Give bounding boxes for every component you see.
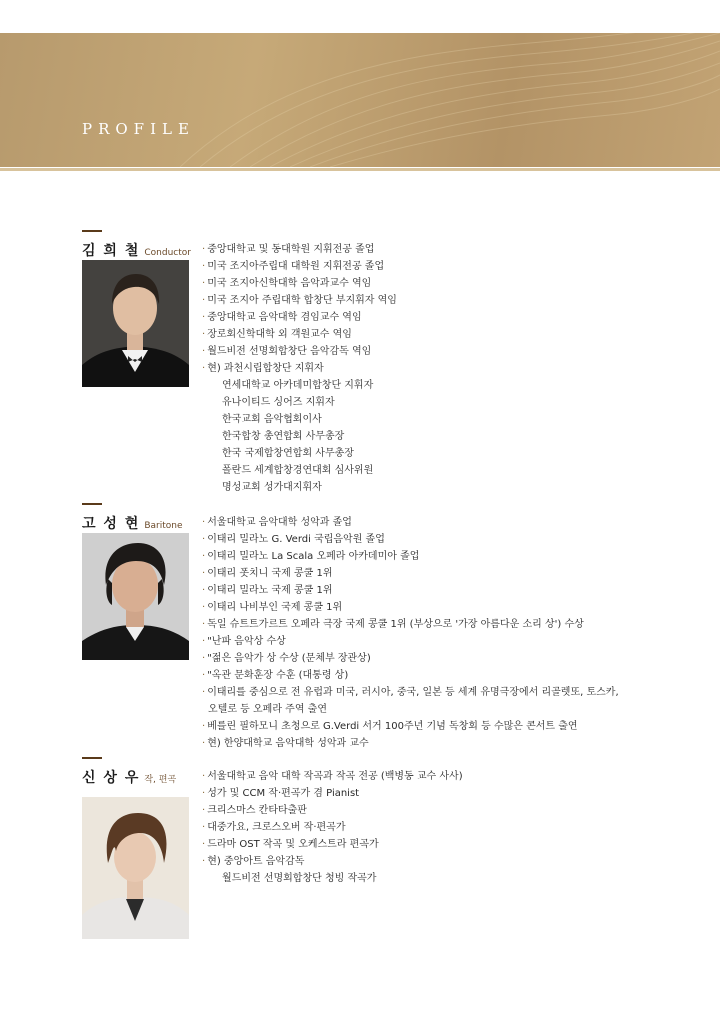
list-sub-item: 연세대학교 아카데미합창단 지휘자 bbox=[222, 380, 374, 391]
profile-items bbox=[202, 768, 463, 887]
list-item: · "옥관 문화훈장 수훈 (대통령 상) bbox=[202, 670, 349, 681]
profile-heading bbox=[82, 767, 176, 787]
profile-items bbox=[202, 514, 619, 752]
portrait-silhouette bbox=[82, 260, 189, 387]
profile-role: Baritone bbox=[144, 521, 183, 531]
banner-wave-decoration bbox=[0, 33, 720, 167]
list-sub-item: 한국 국제합창연합회 사무총장 bbox=[222, 448, 354, 459]
portrait-silhouette bbox=[82, 797, 189, 939]
list-item: · 성가 및 CCM 작·편곡가 겸 Pianist bbox=[202, 788, 360, 799]
list-item: · 이태리 밀라노 G. Verdi 국립음악원 졸업 bbox=[202, 534, 385, 545]
section-dash bbox=[82, 503, 102, 505]
profile-heading bbox=[82, 513, 183, 533]
list-item: · 미국 조지아주립대 대학원 지휘전공 졸업 bbox=[202, 261, 385, 272]
list-item: · 서울대학교 음악 대학 작곡과 작곡 전공 (백병동 교수 사사) bbox=[202, 771, 463, 782]
list-item: · 이태리 밀라노 La Scala 오페라 아카데미아 졸업 bbox=[202, 551, 420, 562]
profile-ko bbox=[82, 503, 702, 753]
profile-name: 고 성 현 bbox=[82, 515, 141, 531]
profile-kim bbox=[82, 230, 702, 495]
list-item: · 대중가요, 크로스오버 작·편곡가 bbox=[202, 822, 346, 833]
list-item: · 중앙대학교 및 동대학원 지휘전공 졸업 bbox=[202, 244, 375, 255]
profile-name: 신 상 우 bbox=[82, 769, 141, 785]
header-banner bbox=[0, 33, 720, 167]
list-item: · 중앙대학교 음악대학 겸임교수 역임 bbox=[202, 312, 362, 323]
section-dash bbox=[82, 230, 102, 232]
profile-role: Conductor bbox=[144, 248, 191, 258]
list-item: · 현) 한양대학교 음악대학 성악과 교수 bbox=[202, 738, 369, 749]
list-item: · 월드비전 선명회합창단 음악감독 역임 bbox=[202, 346, 372, 357]
list-sub-item: 명성교회 성가대지휘자 bbox=[222, 482, 322, 493]
list-item: · 현) 과천시립합창단 지휘자 bbox=[202, 363, 324, 374]
list-item: · 이태리를 중심으로 전 유럽과 미국, 러시아, 중국, 일본 등 세계 유명극장에서 리골렛또, 토스카, bbox=[202, 687, 619, 698]
list-item: · 드라마 OST 작곡 및 오케스트라 편곡가 bbox=[202, 839, 379, 850]
list-item: · 장로회신학대학 외 객원교수 역임 bbox=[202, 329, 352, 340]
profile-photo bbox=[82, 797, 189, 939]
list-item: · 크리스마스 칸타타출판 bbox=[202, 805, 307, 816]
list-item: · 독일 슈트트가르트 오페라 극장 국제 콩쿨 1위 (부상으로 '가장 아름다운 소리 상') 수상 bbox=[202, 619, 584, 630]
portrait-silhouette bbox=[82, 533, 189, 660]
list-item: · "젊은 음악가 상 수상 (문체부 장관상) bbox=[202, 653, 371, 664]
banner-underline bbox=[0, 168, 720, 171]
list-item: · 현) 중앙아트 음악감독 bbox=[202, 856, 305, 867]
list-item: · 이태리 밀라노 국제 콩쿨 1위 bbox=[202, 585, 333, 596]
list-item: · 이태리 나비부인 국제 콩쿨 1위 bbox=[202, 602, 343, 613]
profile-photo bbox=[82, 533, 189, 660]
profile-heading bbox=[82, 240, 191, 260]
list-sub-item: 폴란드 세계합창경연대회 심사위원 bbox=[222, 465, 374, 476]
profile-name: 김 희 철 bbox=[82, 242, 141, 258]
list-item: · 서울대학교 음악대학 성악과 졸업 bbox=[202, 517, 352, 528]
list-sub-item: 유나이티드 싱어즈 지휘자 bbox=[222, 397, 335, 408]
profile-shin bbox=[82, 757, 702, 947]
list-item: · 이태리 폿치니 국제 콩쿨 1위 bbox=[202, 568, 333, 579]
page-title: PROFILE bbox=[82, 120, 195, 138]
profile-photo bbox=[82, 260, 189, 387]
profile-items bbox=[202, 241, 397, 496]
list-sub-item: 한국합창 총연합회 사무총장 bbox=[222, 431, 345, 442]
list-item: · 미국 조지아 주립대학 합창단 부지휘자 역임 bbox=[202, 295, 397, 306]
list-item: · 베를린 필하모니 초청으로 G.Verdi 서거 100주년 기념 독창회 등 수많은 콘서트 출연 bbox=[202, 721, 578, 732]
list-item-continuation: 오텔로 등 오페라 주역 출연 bbox=[208, 704, 327, 715]
list-item: · "난파 음악상 수상 bbox=[202, 636, 286, 647]
list-sub-item: 한국교회 음악협회이사 bbox=[222, 414, 322, 425]
section-dash bbox=[82, 757, 102, 759]
list-item: · 미국 조지아신학대학 음악과교수 역임 bbox=[202, 278, 372, 289]
list-sub-item: 월드비전 선명회합창단 청빙 작곡가 bbox=[222, 873, 377, 884]
profile-role: 작, 편곡 bbox=[144, 775, 177, 785]
